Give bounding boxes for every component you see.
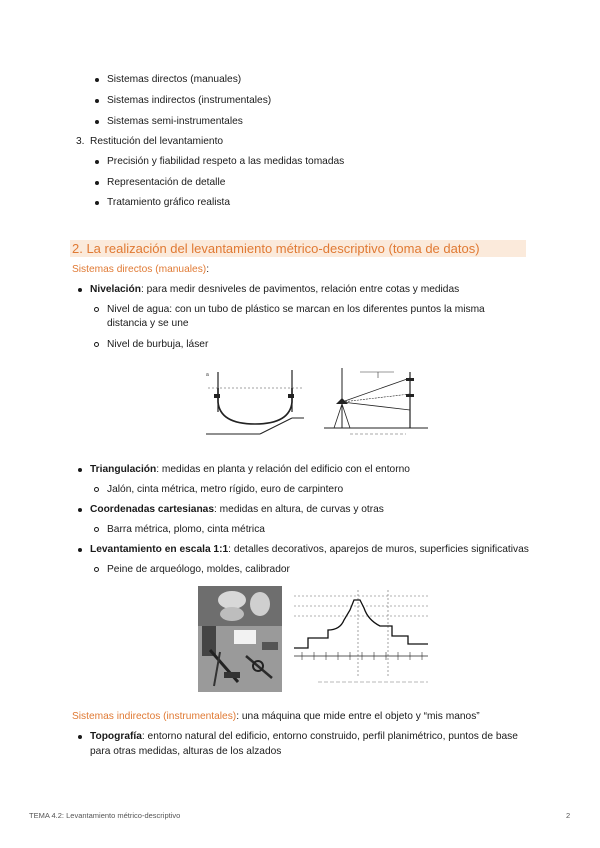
list-item: Sistemas directos (manuales) (107, 74, 242, 85)
bullet (78, 288, 82, 292)
bullet (95, 160, 99, 164)
footer-title: TEMA 4.2: Levantamiento métrico-descriptivo (29, 811, 181, 820)
bullet (78, 735, 82, 739)
sub-bullet (94, 342, 99, 347)
laser-level-figure (320, 364, 432, 440)
term: Levantamiento en escala 1:1 (90, 544, 229, 555)
bullet (95, 99, 99, 103)
water-level-figure (200, 364, 310, 440)
bullet (78, 468, 82, 472)
bullet (95, 201, 99, 205)
term: Triangulación (90, 464, 157, 475)
sub-bullet (94, 487, 99, 492)
subsection-label (72, 262, 209, 277)
subsection-colon: : (206, 264, 210, 275)
term: Topografía (90, 731, 142, 742)
list-item: Sistemas indirectos (instrumentales) (107, 95, 272, 106)
list-item (90, 502, 384, 517)
list-item: Restitución del levantamiento (90, 136, 224, 147)
list-item: Nivel de agua: con un tubo de plástico se marcan en los diferentes puntos la misma (107, 304, 485, 315)
archaeology-tools-photo (198, 586, 282, 692)
bullet (95, 181, 99, 185)
bullet (95, 78, 99, 82)
list-item: Sistemas semi-instrumentales (107, 116, 243, 127)
svg-text:a: a (206, 372, 209, 378)
list-item: Nivel de burbuja, láser (107, 339, 209, 350)
molding-profile-drawing (288, 586, 436, 692)
list-item: Tratamiento gráfico realista (107, 197, 231, 208)
term-description: : medidas en altura, de curvas y otras (214, 504, 384, 515)
list-item: Peine de arqueólogo, moldes, calibrador (107, 564, 290, 575)
list-item: Barra métrica, plomo, cinta métrica (107, 524, 265, 535)
list-item (90, 729, 518, 744)
list-item (90, 462, 410, 477)
sub-bullet (94, 527, 99, 532)
term-description: : para medir desniveles de pavimentos, relación entre cotas y medidas (140, 284, 460, 295)
bullet (78, 508, 82, 512)
list-item: Representación de detalle (107, 177, 226, 188)
list-number: 3. (76, 136, 85, 147)
subsection-label-text: Sistemas indirectos (instrumentales) (72, 711, 237, 722)
subsection-label-text: Sistemas directos (manuales) (72, 264, 207, 275)
subsection-description: : una máquina que mide entre el objeto y “mis manos” (236, 711, 480, 722)
list-item-continuation: distancia y se une (107, 318, 189, 329)
section-heading: 2. La realización del levantamiento métrico-descriptivo (toma de datos) (72, 241, 480, 256)
subsection-label (72, 709, 480, 724)
term: Nivelación (90, 284, 141, 295)
bullet (78, 548, 82, 552)
list-item: Jalón, cinta métrica, metro rígido, euro de carpintero (107, 484, 344, 495)
list-item: Precisión y fiabilidad respeto a las medidas tomadas (107, 156, 345, 167)
term: Coordenadas cartesianas (90, 504, 215, 515)
list-item-continuation: para otras medidas, alturas de los alzados (90, 746, 282, 757)
list-item (90, 282, 459, 297)
bullet (95, 120, 99, 124)
sub-bullet (94, 307, 99, 312)
term-description: : medidas en planta y relación del edificio con el entorno (156, 464, 410, 475)
term-description: : entorno natural del edificio, entorno construido, perfil planimétrico, puntos de base (141, 731, 518, 742)
page-number: 2 (566, 811, 571, 820)
sub-bullet (94, 567, 99, 572)
term-description: : detalles decorativos, aparejos de muros, superficies significativas (228, 544, 529, 555)
list-item (90, 542, 529, 557)
